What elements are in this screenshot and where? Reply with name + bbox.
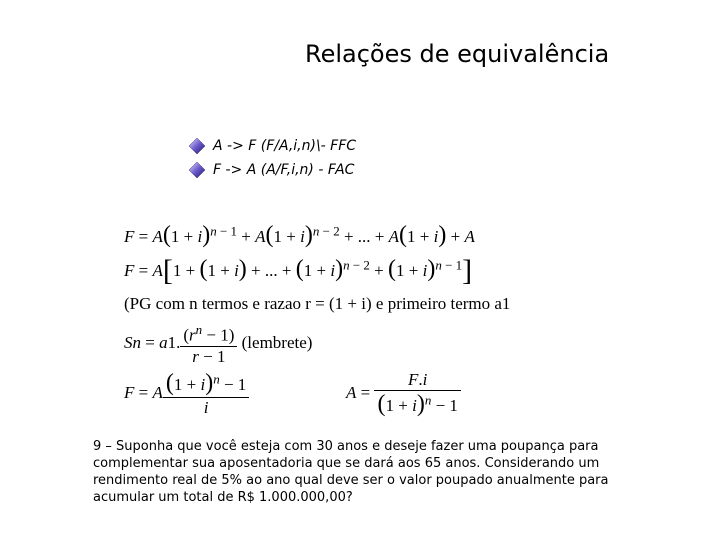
bullet-text: A -> F (F/A,i,n)\- FFC: [213, 138, 357, 154]
problem-statement: 9 – Suponha que você esteja com 30 anos e deseje fazer uma poupança para complementar sua aposentadoria que se dará aos 65 anos. Considerando um rendimento real de 5% ao ano qual deve ser o valor poupado anualmente para acumular um total de R$ 1.000.000,00?: [93, 439, 609, 505]
diamond-bullet-icon: [187, 160, 207, 180]
equation-ffc-factored: F = A[1 + (1 + i) + ... + $(1 + i)^{n - 2} + (1 + i)^{n - 1}$]: [124, 254, 473, 287]
bullet-list: [187, 134, 356, 182]
equation-a-final: A = $\frac{F.i}{(1 + i)^n - 1}$: [346, 370, 461, 418]
slide-title: Relações de equivalência: [305, 40, 610, 68]
pg-note: (PG com n termos e razao r = (1 + i) e primeiro termo a1: [124, 294, 511, 313]
a-fraction: $\frac{F.i}{(1 + i)^n - 1}$: [374, 370, 460, 418]
bullet-text: F -> A (A/F,i,n) - FAC: [213, 162, 355, 178]
bullet-item: [187, 158, 356, 182]
equation-f-final: F = A $\frac{(1 + i)^n - 1}{i}$: [124, 370, 249, 418]
diamond-bullet-icon: [187, 136, 207, 156]
sn-fraction: $\frac{(r^n - 1)}{r - 1}$: [180, 322, 237, 367]
equation-ffc-expansion: $F = A(1 + i)^{n - 1} + A(1 + i)^{n - 2}$ + ... + A(1 + i) + A: [124, 222, 475, 248]
f-fraction: $\frac{(1 + i)^n - 1}{i}$: [163, 370, 249, 418]
equation-sn: Sn = a1. $\frac{(r^n - 1)}{r - 1}$ (lembrete): [124, 322, 313, 366]
lembrete-label: (lembrete): [241, 333, 313, 353]
bullet-item: [187, 134, 356, 158]
